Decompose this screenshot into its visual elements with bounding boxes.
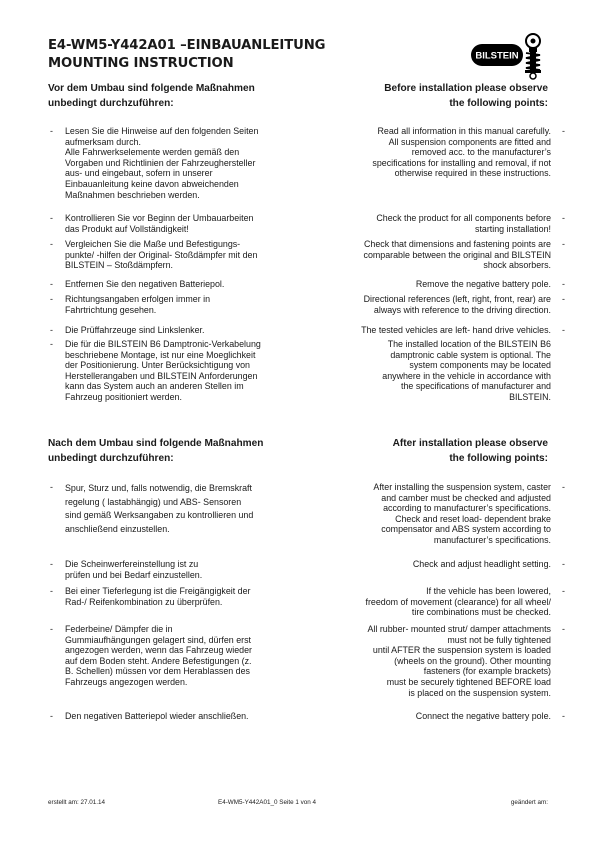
before-item-en-3: Check that dimensions and fastening points are comparable between the original and BILSTEIN shock absorbers. — [363, 239, 551, 271]
before-heading-de: Vor dem Umbau sind folgende Maßnahmen unbedingt durchzuführen: — [48, 83, 255, 109]
after-item-en-4: All rubber- mounted strut/ damper attachments must not be fully tightened until AFTER the suspension system is loaded (wheels on the ground). Other mounting fasteners (for example brackets) must be securely tightened BEFORE load is placed on the suspension system. — [367, 624, 551, 698]
after-item-de-2: Die Scheinwerfereinstellung ist zu prüfen und bei Bedarf einzustellen. — [65, 559, 203, 580]
before-item-en-1: Read all information in this manual carefully. All suspension components are fitted and removed acc. to the manufacturer’s specifications for installing and removal, if not otherwise required in these instructions. — [372, 126, 551, 179]
before-heading-en: Before installation please observe the following points: — [384, 83, 548, 109]
after-item-en-3: If the vehicle has been lowered, freedom of movement (clearance) for all wheel/ tire combinations must be checked. — [365, 586, 551, 618]
footer-doc-id: E4-WM5-Y442A01_0 Seite 1 von 4 — [218, 799, 317, 806]
after-item-de-3: Bei einer Tieferlegung ist die Freigängigkeit der Rad-/ Reifenkombination zu überprüfen. — [65, 586, 251, 607]
before-item-de-3: Vergleichen Sie die Maße und Befestigungs- punkte/ -hilfen der Original- Stoßdämpfer mit den BILSTEIN – Stoßdämpfern. — [65, 239, 258, 271]
bilstein-logo — [470, 32, 547, 80]
after-item-de-1: Spur, Sturz und, falls notwendig, die Bremskraft regelung ( lastabhängig) und ABS- Sensoren sind gemäß Werksangaben zu kontrollieren und anschließend einzustellen. — [65, 483, 254, 534]
before-item-de-1: Lesen Sie die Hinweise auf den folgenden Seiten aufmerksam durch. Alle Fahrwerkselemente werden gemäß den Vorgaben und Richtlinien der Fahrzeughersteller aus- und eingebaut, sofern in unserer Einbauanleitung keine davon abweichenden Maßnahmen beschrieben werden. — [65, 126, 259, 200]
after-item-en-1: After installing the suspension system, caster and camber must be checked and adjusted according to manufacturer’s specifications. Check and reset load- dependent brake compensator and ABS system according to manufacturer’s specifications. — [373, 482, 551, 545]
footer-changed: geändert am: — [510, 799, 548, 806]
after-heading-en: After installation please observe the following points: — [392, 438, 548, 464]
after-item-en-5: Connect the negative battery pole. — [415, 711, 551, 721]
before-item-de-6: Die Prüffahrzeuge sind Linkslenker. — [65, 325, 205, 335]
before-item-de-5: Richtungsangaben erfolgen immer in Fahrtrichtung gesehen. — [65, 294, 211, 315]
title-line-1: E4-WM5-Y442A01 –EINBAUANLEITUNG — [48, 38, 326, 53]
document-title — [48, 37, 378, 73]
title-line-2: MOUNTING INSTRUCTION — [48, 56, 234, 71]
shock-absorber-icon — [525, 34, 541, 79]
before-item-de-2: Kontrollieren Sie vor Beginn der Umbauarbeiten das Produkt auf Vollständigkeit! — [65, 213, 254, 234]
logo-text: BILSTEIN — [475, 50, 519, 62]
before-item-en-2: Check the product for all components before starting installation! — [376, 213, 551, 234]
after-item-de-5: Den negativen Batteriepol wieder anschließen. — [65, 711, 249, 721]
before-item-en-6: The tested vehicles are left- hand drive vehicles. — [361, 325, 551, 335]
after-item-de-4: Federbeine/ Dämpfer die in Gummiaufhängungen gelagert sind, dürfen erst angezogen werden, wenn das Fahrzeug wieder auf dem Boden steht. Andere Befestigungen (z. B. Schellen) müssen vor dem Herablassen des Fahrzeugs angezogen werden. — [65, 624, 252, 687]
after-item-en-2: Check and adjust headlight setting. — [412, 559, 551, 569]
before-item-de-4: Entfernen Sie den negativen Batteriepol. — [65, 279, 225, 289]
footer-created: erstellt am: 27.01.14 — [48, 799, 106, 806]
before-item-de-7: Die für die BILSTEIN B6 Damptronic-Verkabelung beschriebene Montage, ist nur eine Moeglichkeit der Positionierung. Unter Berücksichtigung von Herstellerangaben und BILSTEIN Anforderungen kann das System auch an anderen Stellen im Fahrzeug positioniert werden. — [65, 339, 261, 402]
after-heading-de: Nach dem Umbau sind folgende Maßnahmen unbedingt durchzuführen: — [48, 438, 264, 464]
before-item-en-5: Directional references (left, right, front, rear) are always with reference to the driving direction. — [363, 294, 551, 315]
before-item-en-7: The installed location of the BILSTEIN B6 damptronic cable system is optional. The system components may be located anywhere in the vehicle in accordance with the specifications of manufacturer and BILSTEIN. — [382, 339, 551, 402]
before-item-en-4: Remove the negative battery pole. — [415, 279, 551, 289]
